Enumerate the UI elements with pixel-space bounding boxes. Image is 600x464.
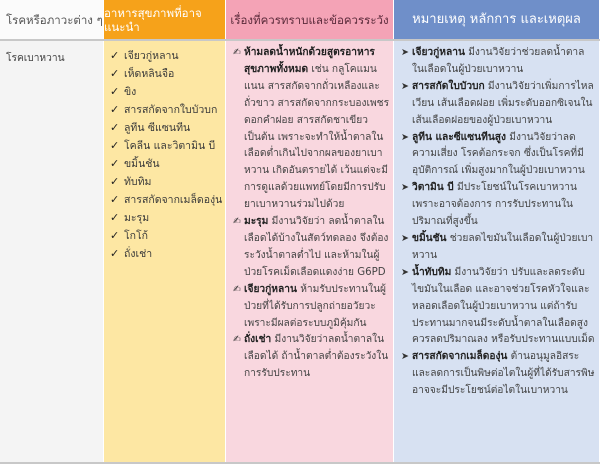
note-entry-text xyxy=(412,231,596,265)
note-entry-text xyxy=(412,130,596,181)
caution-entry-detail: เช่น กลูโคแมนแนน สารสกัดจากถั่วเหลืองและถั่วขาว สารสกัดจากกระบองเพชร ดอกคำฝอย สารสกัดชาเขียว เป็นต้น เพราะจะทำให้น้ำตาลในเลือดต่ำเกินไปจากผลของยาเบาหวาน เกิดอันตรายได้ เว้นแต่จะมีการดูแลด้วยแพทย์โดยมีการปรับยาเบาหวานร่วมไปด้วย xyxy=(244,63,390,211)
note-entry-heading: ขมิ้นชัน xyxy=(412,232,447,244)
caution-entry-heading: เจียวกู่หลาน xyxy=(244,283,297,295)
note-entry-detail: มีประโยชน์ในโรคเบาหวาน เพราะอาจต้องการ การรับประทานในปริมาณที่สูงขึ้น xyxy=(412,182,577,228)
writing-hand-icon: ✍ xyxy=(233,47,241,58)
arrow-bullet-icon: ➤ xyxy=(401,232,409,244)
food-item xyxy=(110,101,223,119)
note-entry-heading: ลูทีน และซีแซนทีนสูง xyxy=(412,131,506,143)
food-item xyxy=(110,209,223,227)
header-divider xyxy=(0,39,600,41)
food-label: ขมิ้นชัน xyxy=(124,158,160,170)
note-entry-detail: มีงานวิจัยว่าช่วยลดน้ำตาลในเลือดในผู้ป่วยเบาหวาน xyxy=(412,47,585,75)
caution-entry-text xyxy=(244,332,390,383)
food-item xyxy=(110,119,223,137)
food-item xyxy=(110,65,223,83)
food-label: ลูทีน ซีแซนทีน xyxy=(124,122,191,134)
header-recommended-food: อาหารสุขภาพที่อาจแนะนำ xyxy=(104,0,226,39)
caution-entry-heading: ถั่งเช่า xyxy=(244,334,272,346)
cautions-cell xyxy=(226,39,394,464)
note-entry xyxy=(398,231,596,265)
note-entry-detail: มีงานวิจัยว่าเพิ่มการไหลเวียน เส้นเลือดฝอย เพิ่มระดับออกซิเจนในเส้นเลือดฝอยของผู้ป่วยเบาหวาน xyxy=(412,80,594,126)
check-icon: ✓ xyxy=(110,49,120,62)
caution-entry xyxy=(230,214,390,282)
note-entry-text xyxy=(412,79,596,130)
caution-entry-detail: มีงานวิจัยว่า ลดน้ำตาลในเลือดได้บ้างในสัตว์ทดลอง จึงต้องระวังน้ำตาลต่ำไป และห้ามในผู้ป่วยโรคเม็ดเลือดแดงง่าย G6PD xyxy=(244,216,389,278)
writing-hand-icon: ✍ xyxy=(233,216,241,228)
caution-entry-text xyxy=(244,214,390,282)
food-label: เห็ดหลินจือ xyxy=(124,68,175,80)
caution-entry-text xyxy=(244,282,390,333)
note-entry-detail: มีงานวิจัยว่า ปรับและลดระดับไขมันในเลือด และอาจช่วยโรคหัวใจและหลอดเลือดในผู้ป่วยเบาหวาน แต่ถ้ารับประทานมากจนมีระดับน้ำตาลในเลือดสูง ควรลดปริมาณลง หรือรับประทานแบบเม็ด xyxy=(412,266,595,346)
caution-entry-heading: มะรุม xyxy=(244,216,269,228)
note-entry xyxy=(398,180,596,231)
arrow-bullet-icon: ➤ xyxy=(401,47,409,58)
food-item xyxy=(110,137,223,155)
note-entry xyxy=(398,130,596,181)
foods-cell xyxy=(104,39,226,464)
condition-cell xyxy=(0,39,104,464)
caution-entry-detail: มีงานวิจัยว่าลดน้ำตาลในเลือดได้ ถ้าน้ำตาลต่ำต้องระวังในการรับประทาน xyxy=(244,334,389,380)
check-icon: ✓ xyxy=(110,103,120,116)
condition-name: โรคเบาหวาน xyxy=(6,53,65,64)
check-icon: ✓ xyxy=(110,175,120,188)
arrow-bullet-icon: ➤ xyxy=(401,266,409,278)
arrow-bullet-icon: ➤ xyxy=(401,80,409,92)
food-item xyxy=(110,83,223,101)
check-icon: ✓ xyxy=(110,67,120,80)
food-label: สารสกัดจากเมล็ดองุ่น xyxy=(124,194,223,206)
arrow-bullet-icon: ➤ xyxy=(401,131,409,143)
caution-entry xyxy=(230,45,390,214)
note-entry xyxy=(398,79,596,130)
note-entry-heading: วิตามิน บี xyxy=(412,182,454,194)
note-entry-detail: มีงานวิจัยว่าลดความเสี่ยง โรคต้อกระจก ซึ่งเป็นโรคที่มีอุบัติการณ์ เพิ่มสูงมากในผู้ป่วยเบาหวาน xyxy=(412,131,585,177)
caution-entry-heading: ห้ามลดน้ำหนักด้วยสูตรอาหารสุขภาพทั้งหมด xyxy=(244,47,375,75)
note-entry-detail: ช่วยลดไขมันในเลือดในผู้ป่วยเบาหวาน xyxy=(412,232,594,261)
arrow-bullet-icon: ➤ xyxy=(401,351,409,363)
check-icon: ✓ xyxy=(110,85,120,98)
writing-hand-icon: ✍ xyxy=(233,334,241,346)
note-entry-heading: สารสกัดใบบัวบก xyxy=(412,80,485,92)
check-icon: ✓ xyxy=(110,211,120,224)
header-cautions: เรื่องที่ควรทราบและข้อควรระวัง xyxy=(226,0,394,39)
note-entry-heading: น้ำทับทิม xyxy=(412,266,452,278)
check-icon: ✓ xyxy=(110,121,120,134)
notes-cell xyxy=(394,39,600,464)
note-entry xyxy=(398,265,596,350)
food-label: โคลีน และวิตามิน บี xyxy=(124,140,216,152)
note-entry xyxy=(398,349,596,400)
caution-entry-detail: ห้ามรับประทานในผู้ป่วยที่ได้รับการปลูกถ่ายอวัยวะ เพราะมีผลต่อระบบภูมิคุ้มกัน xyxy=(244,283,386,329)
caution-entry xyxy=(230,282,390,333)
food-label: ถั่งเช่า xyxy=(124,248,153,260)
food-item xyxy=(110,191,223,209)
food-item xyxy=(110,155,223,173)
arrow-bullet-icon: ➤ xyxy=(401,182,409,194)
note-entry-heading: เจียวกู่หลาน xyxy=(412,47,465,58)
food-label: ทับทิม xyxy=(124,176,152,188)
note-entry-text xyxy=(412,265,596,350)
food-list xyxy=(110,47,223,263)
food-item xyxy=(110,47,223,65)
food-label: ขิง xyxy=(124,86,137,98)
check-icon: ✓ xyxy=(110,247,120,260)
food-item xyxy=(110,245,223,263)
note-entry-text xyxy=(412,349,596,400)
header-notes: หมายเหตุ หลักการ และเหตุผล xyxy=(394,0,600,39)
header-condition: โรคหรือภาวะต่าง ๆ xyxy=(0,0,104,39)
food-item xyxy=(110,173,223,191)
caution-entry xyxy=(230,332,390,383)
caution-entry-text xyxy=(244,45,390,214)
check-icon: ✓ xyxy=(110,157,120,170)
note-entry-text xyxy=(412,180,596,231)
food-label: มะรุม xyxy=(124,212,150,224)
food-label: สารสกัดจากใบบัวบก xyxy=(124,104,218,116)
note-entry xyxy=(398,45,596,79)
note-entry-text xyxy=(412,45,596,79)
check-icon: ✓ xyxy=(110,229,120,242)
check-icon: ✓ xyxy=(110,139,120,152)
food-label: เจียวกู่หลาน xyxy=(124,50,179,62)
food-item xyxy=(110,227,223,245)
note-entry-heading: สารสกัดจากเมล็ดองุ่น xyxy=(412,351,508,363)
writing-hand-icon: ✍ xyxy=(233,283,241,295)
note-entry-detail: ต้านอนุมูลอิสระและลดการเป็นพิษต่อไตในผู้ที่ได้รับสารพิษอาจจะมีประโยชน์ต่อไตในเบาหวาน xyxy=(412,351,595,397)
food-label: โกโก้ xyxy=(124,230,148,242)
check-icon: ✓ xyxy=(110,193,120,206)
